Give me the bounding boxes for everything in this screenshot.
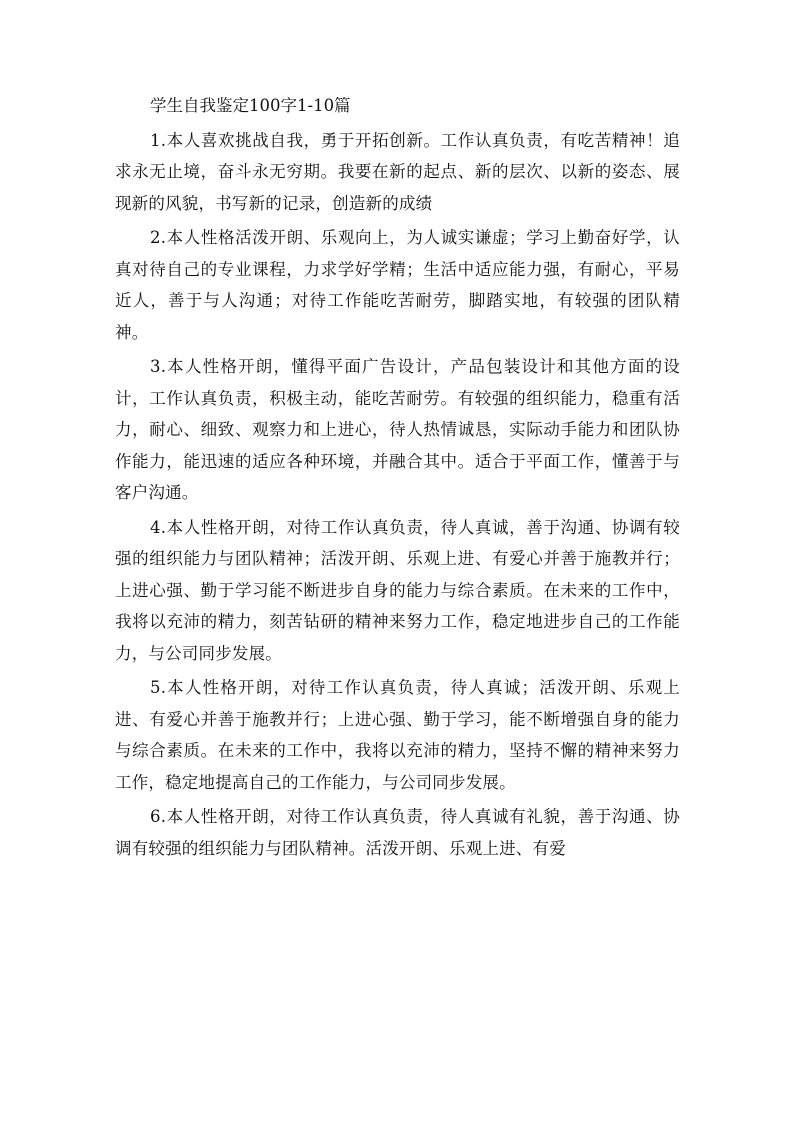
paragraph-4: 4.本人性格开朗，对待工作认真负责，待人真诚，善于沟通、协调有较强的组织能力与团队精神；活泼开朗、乐观上进、有爱心并善于施教并行；上进心强、勤于学习能不断进步自身的能力与综合素质。在未来的工作中，我将以充沛的精力，刻苦钻研的精神来努力工作，稳定地进步自己的工作能力，与公司同步发展。 xyxy=(115,517,680,663)
paragraph-1: 1.本人喜欢挑战自我，勇于开拓创新。工作认真负责，有吃苦精神！追求永无止境，奋斗永无穷期。我要在新的起点、新的层次、以新的姿态、展现新的风貌，书写新的记录，创造新的成绩 xyxy=(115,130,680,213)
paragraph-2: 2.本人性格活泼开朗、乐观向上，为人诚实谦虚；学习上勤奋好学，认真对待自己的专业课程，力求学好学精；生活中适应能力强，有耐心，平易近人，善于与人沟通；对待工作能吃苦耐劳，脚踏实地，有较强的团队精神。 xyxy=(115,228,680,342)
document-body xyxy=(115,90,680,864)
paragraph-6: 6.本人性格开朗，对待工作认真负责，待人真诚有礼貌，善于沟通、协调有较强的组织能力与团队精神。活泼开朗、乐观上进、有爱 xyxy=(115,807,680,858)
document-title: 学生自我鉴定100字1-10篇 xyxy=(150,96,351,115)
paragraph-5: 5.本人性格开朗，对待工作认真负责，待人真诚；活泼开朗、乐观上进、有爱心并善于施教并行；上进心强、勤于学习，能不断增强自身的能力与综合素质。在未来的工作中，我将以充沛的精力，坚持不懈的精神来努力工作，稳定地提高自己的工作能力，与公司同步发展。 xyxy=(115,678,680,792)
paragraph-3: 3.本人性格开朗，懂得平面广告设计，产品包装设计和其他方面的设计，工作认真负责，积极主动，能吃苦耐劳。有较强的组织能力，稳重有活力，耐心、细致、观察力和上进心，待人热情诚恳，实际动手能力和团队协作能力，能迅速的适应各种环境，并融合其中。适合于平面工作，懂善于与客户沟通。 xyxy=(115,357,680,502)
